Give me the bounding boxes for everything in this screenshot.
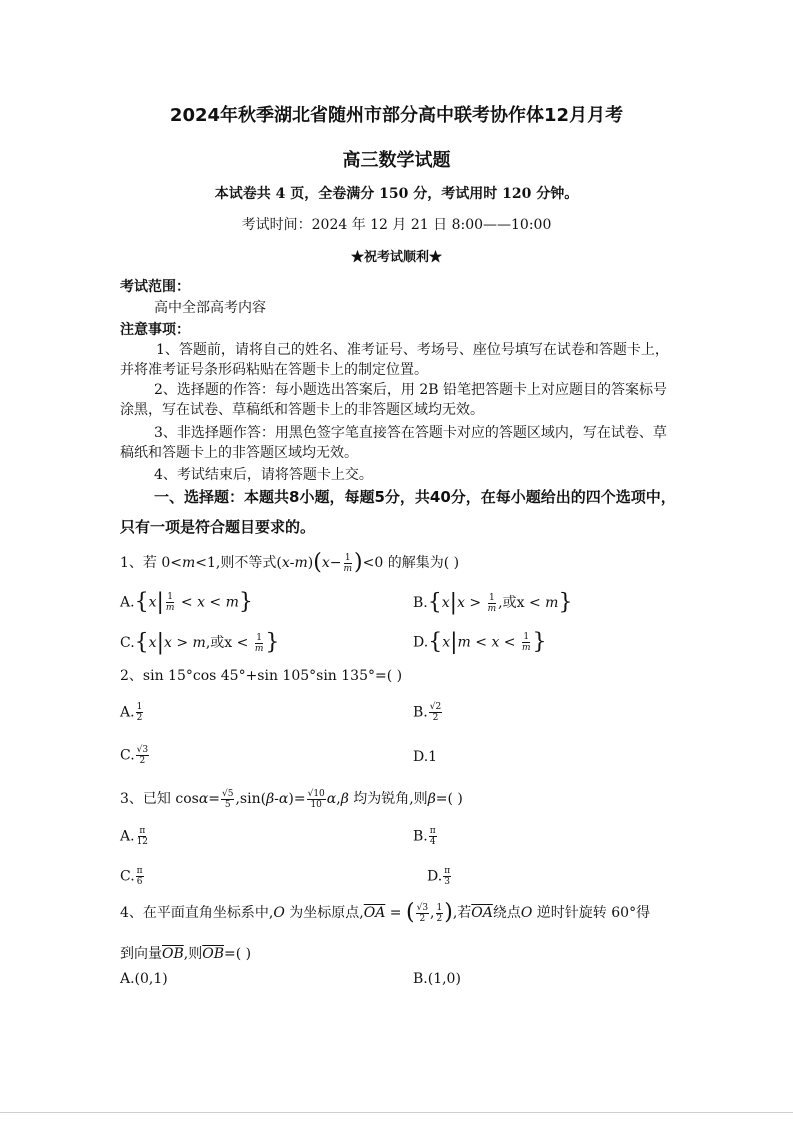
page-bottom-border — [0, 1112, 793, 1113]
q2-option-c[interactable]: C. $\frac{√3}{2}$ — [120, 745, 149, 766]
exam-title: 2024年秋季湖北省随州市部分高中联考协作体12月月考 — [169, 105, 624, 126]
q4-option-a[interactable]: A.(0,1) — [120, 971, 168, 987]
q3-option-c[interactable]: C. $\frac{\pi}{6}$ — [120, 866, 143, 887]
q2-option-b[interactable]: B. $\frac{√2}{2}$ — [413, 702, 442, 723]
question-4-line-2: 到向量$\overline{OB}$,则$\overline{OB}=$( ) — [120, 946, 252, 962]
q1-option-a[interactable]: A.{x| $\frac{1}{m}$ < x < m} — [120, 589, 253, 615]
scope-content: 高中全部高考内容 — [154, 300, 266, 316]
note-item-2: 2、选择题的作答：每小题选出答案后，用 2B 铅笔把答题卡上对应题目的答案标号涂黑，写在试卷、草稿纸和答题卡上的非答题区域均无效。 — [120, 382, 668, 418]
q1-option-d[interactable]: D.{x|m < x < $\frac{1}{m}$ } — [413, 629, 547, 655]
q4-option-b[interactable]: B.(1,0) — [413, 971, 461, 987]
q3-option-a[interactable]: A. $\frac{\pi}{12}$ — [120, 826, 149, 847]
notes-label: 注意事项： — [120, 322, 190, 338]
section-heading: 一、选择题：本题共8小题，每题5分，共40分，在每小题给出的四个选项中，只有一项是符合题目要求的。 — [120, 488, 676, 536]
scope-label: 考试范围： — [120, 279, 190, 295]
q3-option-b[interactable]: B. $\frac{\pi}{4}$ — [413, 826, 436, 847]
question-4: 4、在平面直角坐标系中,O 为坐标原点$,\overline{OA}$ = ( $\frac{√3}{2}$ , $\frac{1}{2}$ ),若$\overline{OA}$绕点O 逆时针旋转 60°得 — [120, 900, 651, 925]
exam-info-time: 考试时间：2024 年 12 月 21 日 8:00——10:00 — [241, 217, 552, 233]
exam-blessing: ★祝考试顺利★ — [350, 250, 442, 265]
question-2: 2、sin 15°cos 45°+sin 105°sin 135°=( ) — [120, 668, 403, 684]
exam-subtitle: 高三数学试题 — [342, 150, 451, 171]
exam-info-pages: 本试卷共 4 页，全卷满分 150 分，考试用时 120 分钟。 — [214, 186, 579, 202]
note-item-4: 4、考试结束后，请将答题卡上交。 — [154, 467, 373, 483]
q3-option-d[interactable]: D. $\frac{\pi}{3}$ — [427, 866, 451, 887]
question-1: 1、若 0<m<1,则不等式(x-m)(x− $\frac{1}{m}$ )<0 的解集为( ) — [120, 550, 460, 575]
note-item-1: 1、答题前，请将自己的姓名、准考证号、考场号、座位号填写在试卷和答题卡上，并将准考证号条形码粘贴在答题卡上的制定位置。 — [120, 342, 669, 378]
q2-option-a[interactable]: A. $\frac{1}{2}$ — [120, 702, 143, 723]
note-item-3: 3、非选择题作答：用黑色签字笔直接答在答题卡对应的答题区域内，写在试卷、草稿纸和答题卡上的非答题区域均无效。 — [120, 425, 667, 461]
question-3: 3、已知 cosα= $\frac{√5}{5}$ ,sin(β-α)= $\frac{√10}{10}$ α,β 均为锐角,则β=( ) — [120, 788, 463, 810]
q1-option-b[interactable]: B.{x|x > $\frac{1}{m}$ ,或x < m} — [413, 590, 573, 615]
q1-option-c[interactable]: C.{x|x > m,或x < $\frac{1}{m}$ } — [120, 630, 280, 655]
q2-option-d[interactable]: D.1 — [413, 749, 438, 765]
